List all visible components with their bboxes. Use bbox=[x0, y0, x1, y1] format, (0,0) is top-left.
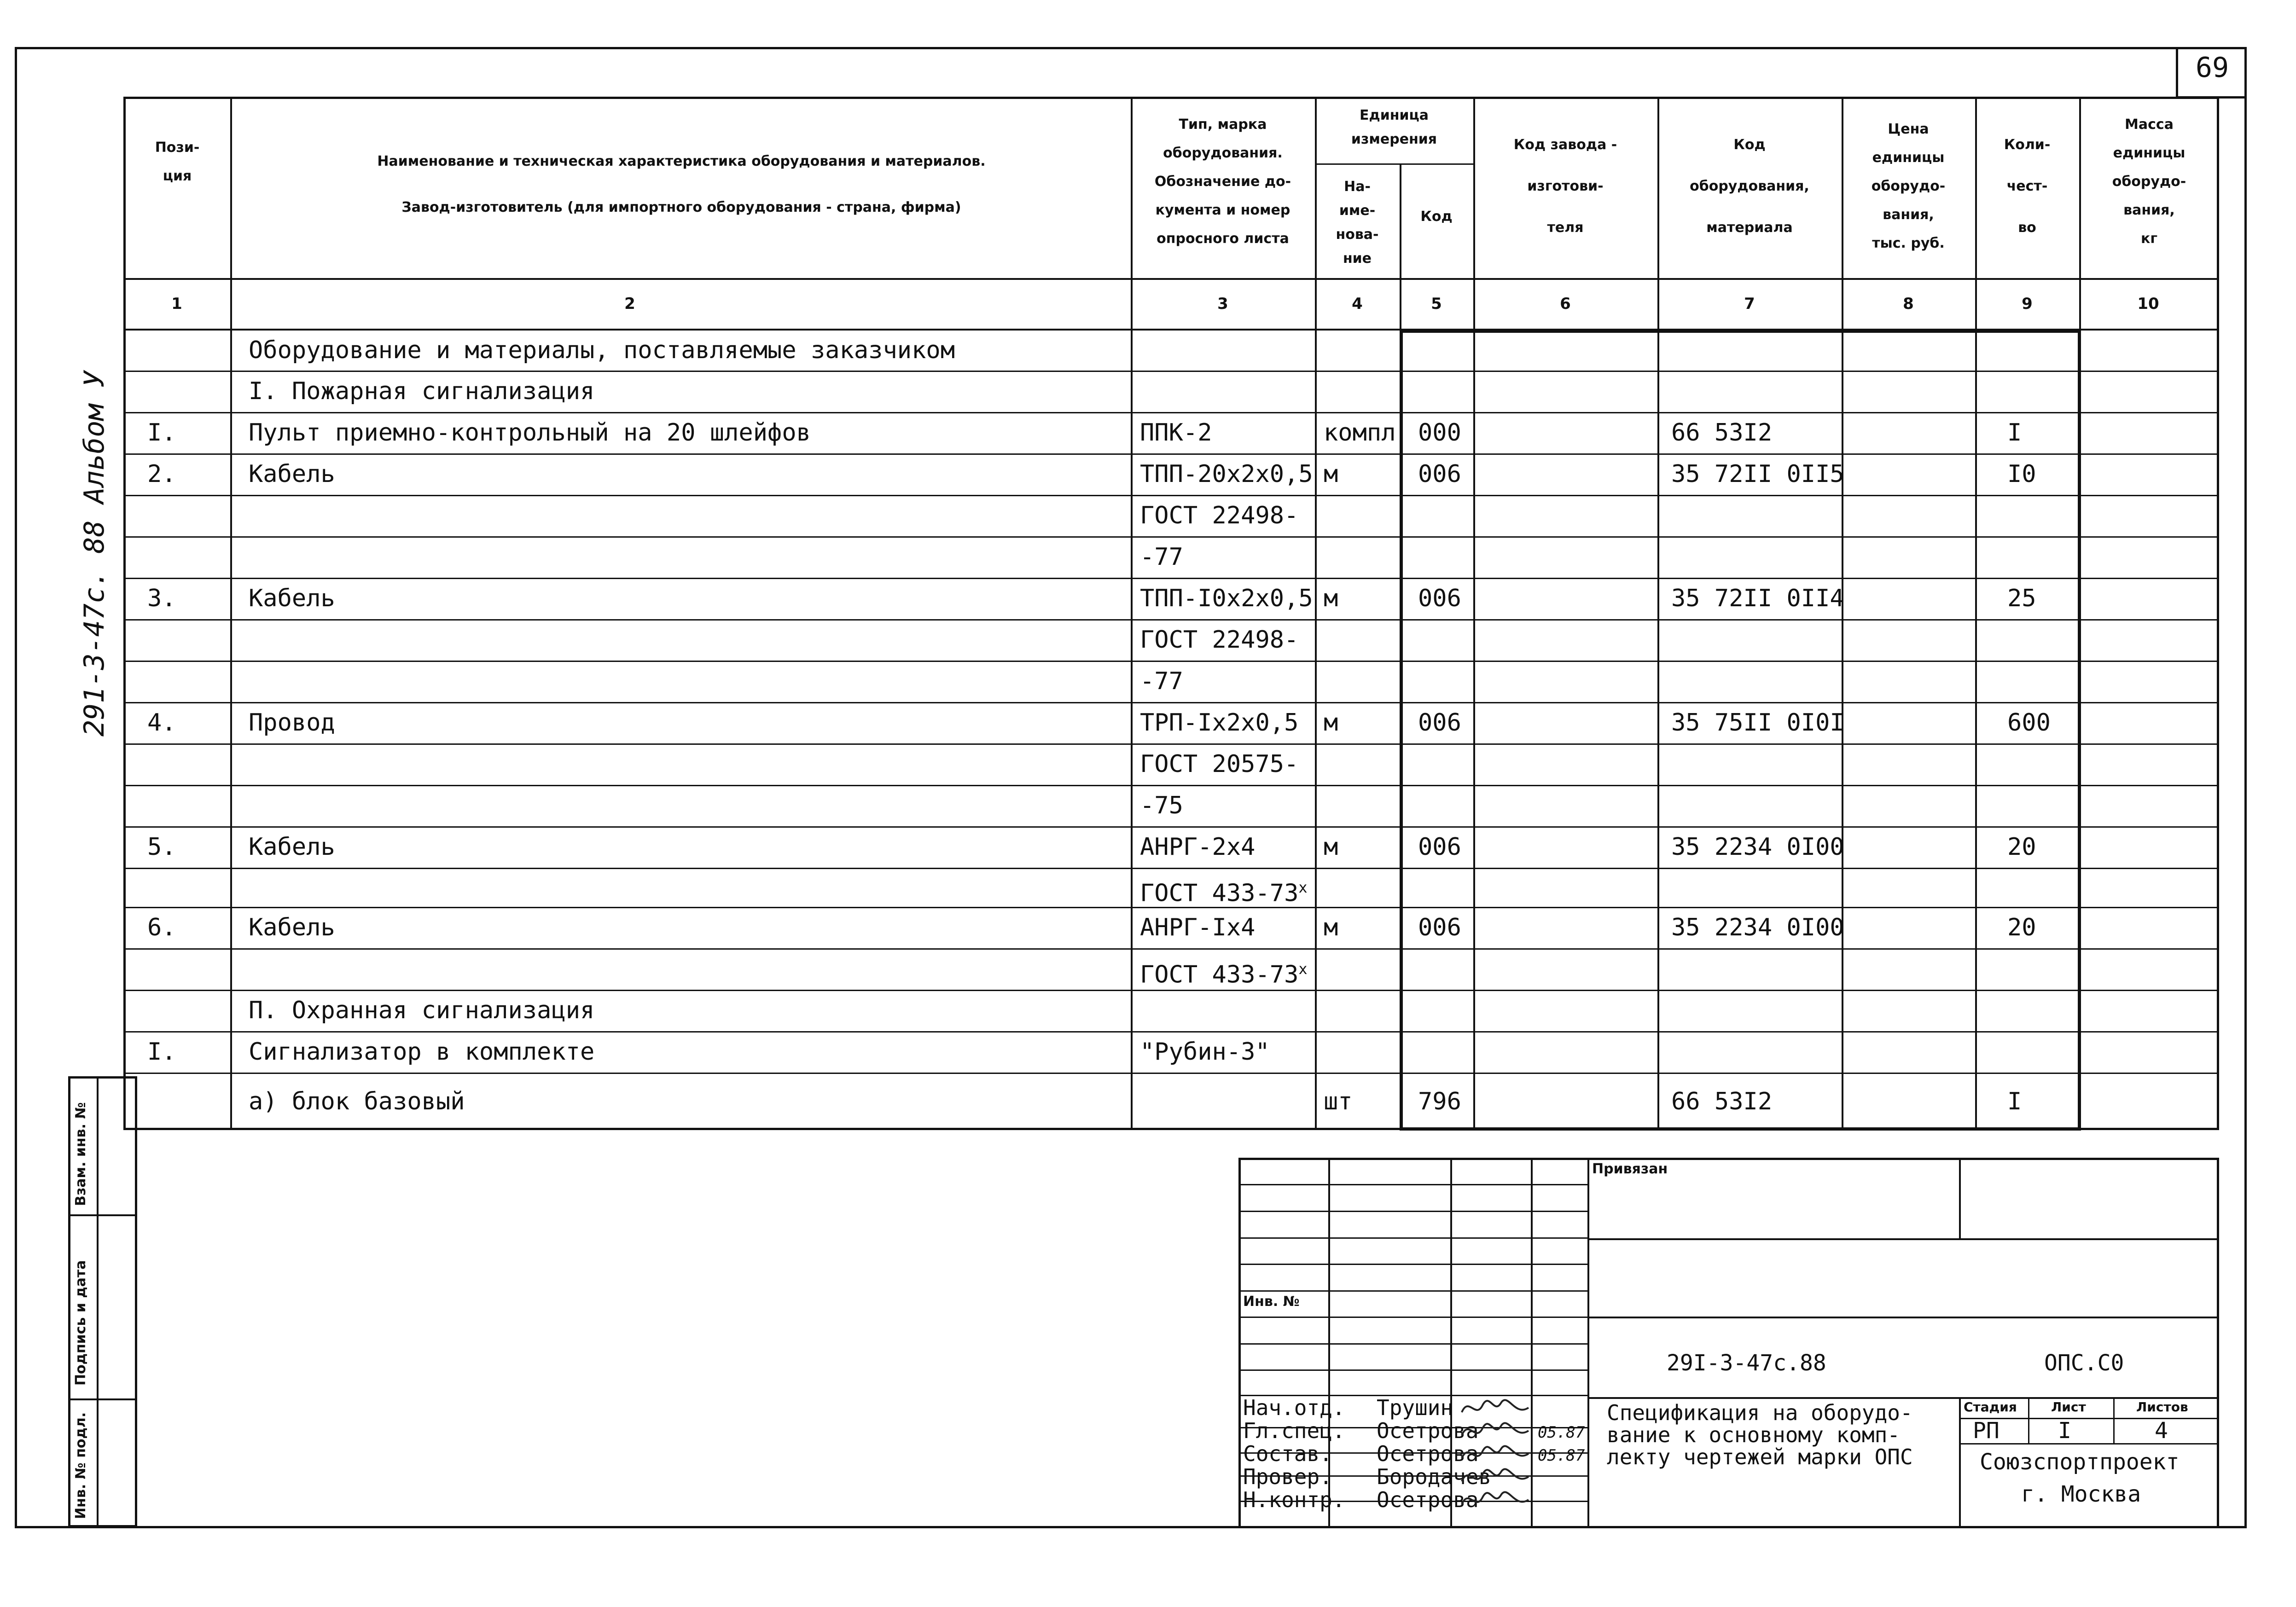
album-code: 291-3-47c. 88 Альбом У bbox=[78, 371, 110, 737]
colnum-5: 5 bbox=[1431, 295, 1442, 313]
codes-highlight-box bbox=[1400, 330, 2081, 1131]
cell-type: АНРГ-2х4 bbox=[1140, 833, 1256, 861]
cell-unit-code: 006 bbox=[1418, 709, 1461, 737]
doc-title: Спецификация на оборудо- вание к основному комп- лекту чертежей марки ОПС bbox=[1607, 1400, 1913, 1469]
doc-code: 29I-3-47с.88 bbox=[1667, 1350, 1826, 1376]
signature-role: Нач.отд. bbox=[1243, 1395, 1345, 1420]
cell-position: 5. bbox=[147, 833, 176, 861]
sheets-label: Листов bbox=[2136, 1399, 2188, 1415]
cell-material-code: 35 2234 0I00 bbox=[1671, 914, 1844, 941]
cell-type: ГОСТ $433-73^х$ bbox=[1140, 878, 1308, 907]
cell-unit: м bbox=[1324, 460, 1338, 488]
header-mass: Масса единицы оборудо- вания, кг bbox=[2112, 116, 2186, 247]
cell-type: ТПП-20х2х0,5 bbox=[1140, 460, 1313, 488]
cell-quantity: 25 bbox=[2007, 585, 2036, 612]
cell-type: АНРГ-Iх4 bbox=[1140, 914, 1256, 941]
cell-name: Кабель bbox=[249, 585, 335, 612]
cell-material-code: 35 75II 0I0I bbox=[1671, 709, 1844, 737]
cell-name: а) блок базовый bbox=[249, 1087, 465, 1115]
cell-name: Кабель bbox=[249, 460, 335, 488]
sheet-value: I bbox=[2058, 1418, 2071, 1444]
unit-group-line bbox=[1315, 163, 1473, 165]
cell-type: -77 bbox=[1140, 667, 1183, 695]
cell-position: 4. bbox=[147, 709, 176, 737]
signature-role: Состав. bbox=[1243, 1441, 1332, 1466]
cell-quantity: I bbox=[2007, 1087, 2022, 1115]
colnum-10: 10 bbox=[2137, 295, 2159, 313]
cell-unit: компл bbox=[1324, 419, 1396, 447]
colnum-2: 2 bbox=[624, 295, 635, 313]
header-position: Пози- ция bbox=[155, 139, 200, 184]
stage-label: Стадия bbox=[1964, 1399, 2017, 1415]
cell-type: ППК-2 bbox=[1140, 419, 1212, 447]
cell-type: ГОСТ $433-73^х$ bbox=[1140, 960, 1308, 989]
superscript-mark: х bbox=[1298, 960, 1308, 978]
signature-role: Провер. bbox=[1243, 1464, 1332, 1489]
cell-position: 3. bbox=[147, 585, 176, 612]
organization: Союзспортпроект bbox=[1980, 1449, 2180, 1475]
cell-unit: шт bbox=[1324, 1087, 1353, 1115]
sheet-label: Лист bbox=[2051, 1399, 2086, 1415]
cell-name: Провод bbox=[249, 709, 335, 737]
cell-quantity: 20 bbox=[2007, 833, 2036, 861]
cell-type: ГОСТ 22498- bbox=[1140, 502, 1299, 529]
cell-material-code: 35 72II 0II4 bbox=[1671, 585, 1844, 612]
stage-value: РП bbox=[1973, 1418, 2000, 1444]
cell-unit-code: 006 bbox=[1418, 833, 1461, 861]
cell-name: Пульт приемно-контрольный на 20 шлейфов bbox=[249, 419, 811, 447]
cell-unit-code: 000 bbox=[1418, 419, 1461, 447]
header-plant-code: Код завода - изготови- теля bbox=[1513, 137, 1617, 236]
colnum-8: 8 bbox=[1903, 295, 1914, 313]
doc-mark: ОПС.С0 bbox=[2044, 1350, 2124, 1376]
signature-date: 05.87 bbox=[1538, 1446, 1585, 1465]
signature-name: Осетрова bbox=[1377, 1487, 1479, 1512]
colnum-6: 6 bbox=[1560, 295, 1571, 313]
signature-role: Гл.спец. bbox=[1243, 1418, 1345, 1443]
cell-type: ТПП-I0х2х0,5 bbox=[1140, 585, 1313, 612]
signature-name: Осетрова bbox=[1377, 1441, 1479, 1466]
cell-unit-code: 006 bbox=[1418, 914, 1461, 941]
inv-no-label: Инв. № bbox=[1243, 1294, 1300, 1310]
cell-quantity: I0 bbox=[2007, 460, 2036, 488]
stamp-sign-date: Подпись и дата bbox=[73, 1260, 89, 1386]
header-type: Тип, марка оборудования. Обозначение до- кумента и номер опросного листа bbox=[1154, 116, 1291, 247]
colnum-9: 9 bbox=[2022, 295, 2033, 313]
cell-name: Сигнализатор в комплекте bbox=[249, 1038, 595, 1066]
privyazan-label: Привязан bbox=[1592, 1161, 1668, 1177]
cell-unit: м bbox=[1324, 914, 1338, 941]
page-number: 69 bbox=[2195, 52, 2229, 84]
cell-unit: м bbox=[1324, 709, 1338, 737]
colnum-3: 3 bbox=[1217, 295, 1228, 313]
cell-type: ГОСТ 22498- bbox=[1140, 626, 1299, 654]
cell-quantity: 600 bbox=[2007, 709, 2051, 737]
cell-quantity: I bbox=[2007, 419, 2022, 447]
cell-position: 2. bbox=[147, 460, 176, 488]
header-unit-code: Код bbox=[1420, 209, 1453, 225]
header-unit-name: На- име- нова- ние bbox=[1336, 179, 1379, 267]
handwritten-signature bbox=[1459, 1486, 1533, 1514]
header-material-code: Код оборудования, материала bbox=[1690, 137, 1809, 236]
cell-name: Оборудование и материалы, поставляемые заказчиком bbox=[249, 336, 955, 364]
sheets-value: 4 bbox=[2155, 1418, 2168, 1444]
signature-name: Бородачев bbox=[1377, 1464, 1492, 1489]
header-price: Цена единицы оборудо- вания, тыс. руб. bbox=[1871, 121, 1946, 251]
cell-position: I. bbox=[147, 419, 176, 447]
header-name-line2: Завод-изготовитель (для импортного оборудования - страна, фирма) bbox=[401, 199, 961, 215]
cell-material-code: 66 53I2 bbox=[1671, 1087, 1773, 1115]
cell-unit-code: 006 bbox=[1418, 460, 1461, 488]
cell-type: ТРП-Iх2х0,5 bbox=[1140, 709, 1299, 737]
colnum-4: 4 bbox=[1352, 295, 1363, 313]
cell-material-code: 35 72II 0II5 bbox=[1671, 460, 1844, 488]
header-quantity: Коли- чест- во bbox=[2004, 137, 2051, 236]
city: г. Москва bbox=[2021, 1481, 2141, 1507]
cell-name: Кабель bbox=[249, 914, 335, 941]
header-unit-group: Единица измерения bbox=[1351, 107, 1437, 147]
signature-name: Трушин bbox=[1377, 1395, 1453, 1420]
cell-unit-code: 006 bbox=[1418, 585, 1461, 612]
superscript-mark: х bbox=[1298, 878, 1308, 896]
cell-name: П. Охранная сигнализация bbox=[249, 997, 595, 1024]
cell-material-code: 35 2234 0I00 bbox=[1671, 833, 1844, 861]
cell-name: Кабель bbox=[249, 833, 335, 861]
cell-quantity: 20 bbox=[2007, 914, 2036, 941]
cell-type: -75 bbox=[1140, 792, 1183, 819]
stamp-inv-replace: Взам. инв. № bbox=[73, 1102, 89, 1206]
cell-position: 6. bbox=[147, 914, 176, 941]
signature-date: 05.87 bbox=[1538, 1423, 1585, 1442]
cell-type: "Рубин-3" bbox=[1140, 1038, 1270, 1066]
cell-unit: м bbox=[1324, 833, 1338, 861]
cell-unit: м bbox=[1324, 585, 1338, 612]
cell-name: I. Пожарная сигнализация bbox=[249, 377, 595, 405]
cell-type: -77 bbox=[1140, 543, 1183, 571]
cell-unit-code: 796 bbox=[1418, 1087, 1461, 1115]
stamp-inv-original: Инв. № подл. bbox=[73, 1412, 89, 1519]
signature-role: Н.контр. bbox=[1243, 1487, 1345, 1512]
cell-type: ГОСТ 20575- bbox=[1140, 750, 1299, 778]
header-name-line1: Наименование и техническая характеристика оборудования и материалов. bbox=[377, 153, 986, 169]
cell-material-code: 66 53I2 bbox=[1671, 419, 1773, 447]
colnum-1: 1 bbox=[171, 295, 182, 313]
colnum-7: 7 bbox=[1744, 295, 1755, 313]
cell-position: I. bbox=[147, 1038, 176, 1066]
signature-name: Осетрова bbox=[1377, 1418, 1479, 1443]
header-bottom-line bbox=[123, 278, 2219, 280]
